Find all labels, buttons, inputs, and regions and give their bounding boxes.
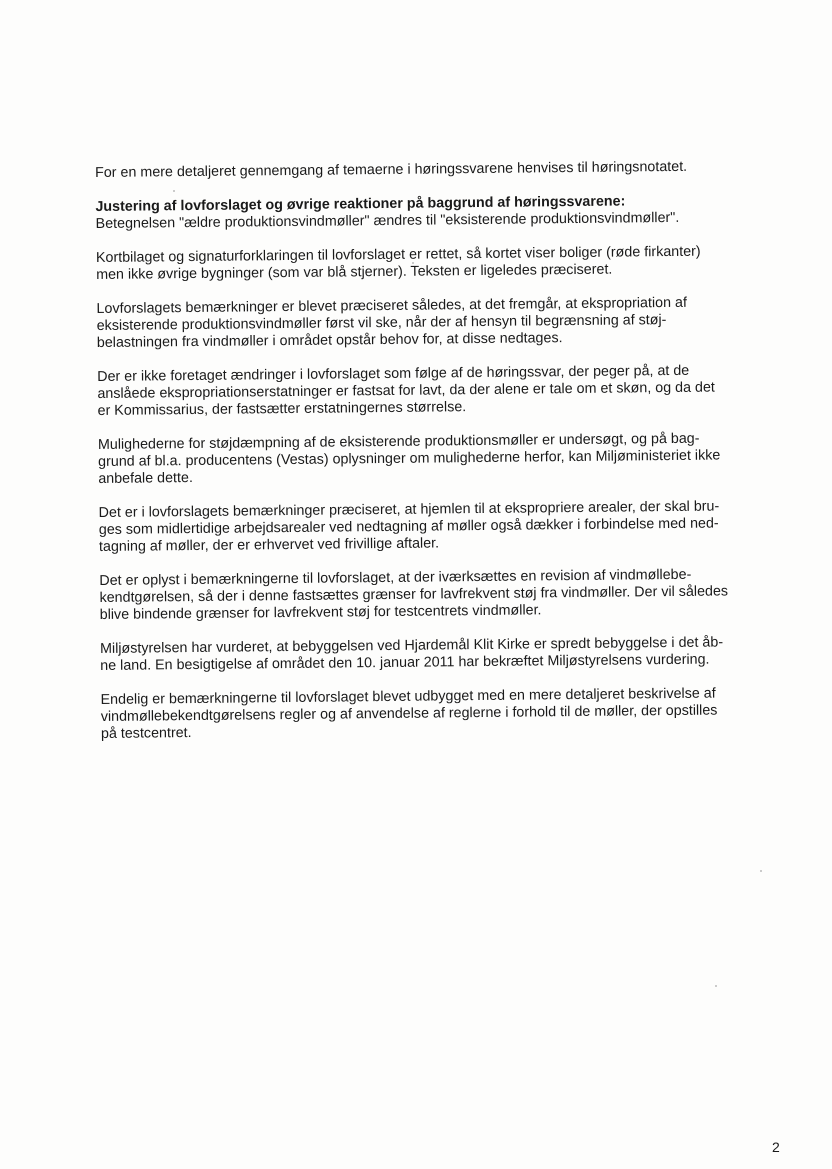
body-paragraph: Det er i lovforslagets bemærkninger præciseret, at hjemlen til at ekspropriere arealer, der skal bru- ges som midlertidige arbejdsarealer ved nedtagning af møller også dækker i forbindelse med ned- tagning af møller, der er erhvervet ved frivillige aftaler. bbox=[98, 498, 720, 555]
body-paragraph: Betegnelsen "ældre produktionsvindmøller" ændres til "eksisterende produktionsvindmøller". bbox=[95, 209, 680, 232]
body-paragraph: Endelig er bemærkningerne til lovforslaget blevet udbygget med en mere detaljeret beskrivelse af vindmøllebekendtgørelsens regler og af anvendelse af reglerne i forhold til de møller, der opstilles på testcentret. bbox=[100, 685, 718, 742]
scan-speck bbox=[760, 870, 762, 872]
body-paragraph: Mulighederne for støjdæmpning af de eksisterende produktionsmøller er undersøgt, og på bag- grund af bl.a. producentens (Vestas) oplysninger om mulighederne herfor, kan Miljøministeriet ikke anbefale dette. bbox=[97, 430, 721, 487]
document-body bbox=[95, 158, 781, 760]
section-block bbox=[95, 192, 775, 233]
section-heading: Justering af lovforslaget og øvrige reaktioner på baggrund af høringssvarene: bbox=[95, 193, 626, 215]
intro-paragraph: For en mere detaljeret gennemgang af temaerne i høringssvarene henvises til høringsnotatet. bbox=[95, 158, 688, 181]
page-number: 2 bbox=[772, 1139, 780, 1155]
scan-speck bbox=[715, 985, 717, 987]
body-paragraph: Det er oplyst i bemærkningerne til lovforslaget, at der iværksættes en revision af vindmøllebe- kendtgørelsen, så der i denne fastsættes grænser for lavfrekvent støj fra vindmøller. Der vil således blive bindende grænser for lavfrekvent støj for testcentrets vindmøller. bbox=[99, 566, 729, 623]
body-paragraph: Miljøstyrelsen har vurderet, at bebyggelsen ved Hjardemål Klit Kirke er spredt bebyggelse i det åb- ne land. En besigtigelse af området den 10. januar 2011 har bekræftet Miljøstyrelsens vurdering. bbox=[99, 634, 724, 674]
body-paragraph: Lovforslagets bemærkninger er blevet præciseret således, at det fremgår, at ekspropriation af eksisterende produktionsvindmøller først vil ske, når der af hensyn til begrænsning af støj- belastningen fra vindmøller i området opstår behov for, at disse nedtages. bbox=[96, 294, 688, 351]
body-paragraph: Kortbilaget og signaturforklaringen til lovforslaget er rettet, så kortet viser boliger (røde firkanter) men ikke øvrige bygninger (som var blå stjerner). Teksten er ligeledes præciseret. bbox=[95, 243, 701, 283]
body-paragraph: Der er ikke foretaget ændringer i lovforslaget som følge af de høringssvar, der peger på, at de anslåede ekspropriationserstatninger er fastsat for lavt, da der alene er tale om et skøn, og da det er Kommissarius, der fastsætter erstatningernes størrelse. bbox=[97, 362, 715, 419]
